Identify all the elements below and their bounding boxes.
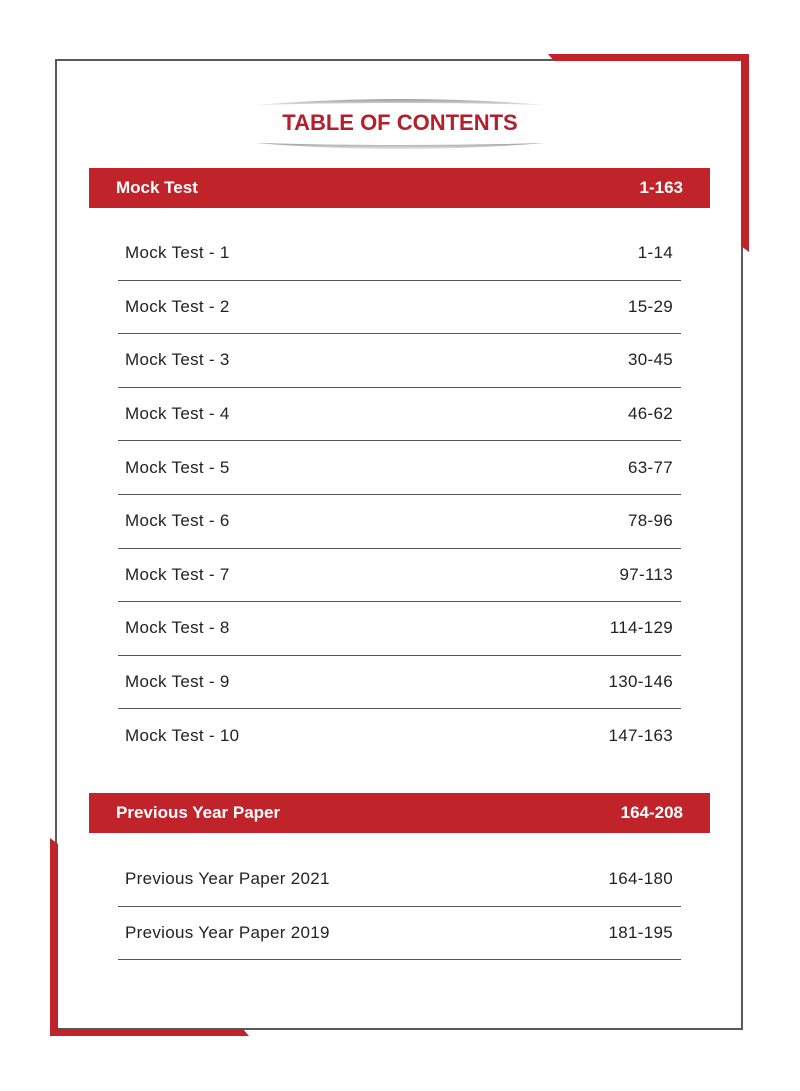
toc-entry[interactable] [118, 441, 681, 495]
entry-title: Mock Test - 7 [125, 564, 230, 584]
title-banner [255, 97, 545, 151]
section-header-previous-year-paper[interactable] [89, 793, 710, 833]
entry-pages: 97-113 [619, 564, 673, 584]
title-bottom-lens [255, 141, 545, 151]
entry-pages: 164-180 [608, 869, 673, 889]
entry-title: Mock Test - 1 [125, 243, 230, 263]
entry-title: Mock Test - 4 [125, 404, 230, 424]
entry-pages: 1-14 [637, 243, 673, 263]
page-title: TABLE OF CONTENTS [282, 110, 518, 135]
entry-title: Previous Year Paper 2021 [125, 869, 330, 889]
entry-pages: 46-62 [628, 404, 673, 424]
toc-entry[interactable] [118, 602, 681, 656]
toc-entry[interactable] [118, 495, 681, 549]
entry-pages: 114-129 [609, 618, 673, 638]
section-page-range: 164-208 [620, 803, 683, 822]
toc-entry[interactable] [118, 388, 681, 442]
entry-title: Mock Test - 9 [125, 672, 230, 692]
toc-entry[interactable] [118, 709, 681, 763]
section-title: Previous Year Paper [116, 803, 281, 822]
entry-pages: 63-77 [628, 457, 673, 477]
section-title: Mock Test [116, 178, 198, 197]
entry-pages: 147-163 [608, 726, 673, 746]
entry-title: Previous Year Paper 2019 [125, 922, 330, 942]
entry-title: Mock Test - 6 [125, 511, 230, 531]
entry-pages: 181-195 [608, 922, 673, 942]
title-top-lens [255, 97, 545, 107]
corner-accent-right [741, 54, 749, 252]
corner-accent-top-right [548, 54, 749, 61]
entry-pages: 30-45 [628, 350, 673, 370]
mock-test-list [118, 227, 681, 763]
corner-accent-bottom-left [50, 1029, 249, 1036]
entry-pages: 78-96 [628, 511, 673, 531]
section-header-mock-test[interactable] [89, 168, 710, 208]
corner-accent-left [50, 838, 58, 1036]
toc-entry[interactable] [118, 227, 681, 281]
toc-entry[interactable] [118, 907, 681, 961]
entry-title: Mock Test - 5 [125, 457, 230, 477]
toc-entry[interactable] [118, 656, 681, 710]
entry-title: Mock Test - 8 [125, 618, 230, 638]
entry-title: Mock Test - 2 [125, 296, 230, 316]
entry-pages: 130-146 [608, 672, 673, 692]
entry-pages: 15-29 [628, 296, 673, 316]
toc-entry[interactable] [118, 853, 681, 907]
toc-entry[interactable] [118, 334, 681, 388]
entry-title: Mock Test - 10 [125, 726, 240, 746]
toc-entry[interactable] [118, 549, 681, 603]
toc-entry[interactable] [118, 281, 681, 335]
entry-title: Mock Test - 3 [125, 350, 230, 370]
section-page-range: 1-163 [639, 178, 683, 197]
previous-year-paper-list [118, 853, 681, 960]
